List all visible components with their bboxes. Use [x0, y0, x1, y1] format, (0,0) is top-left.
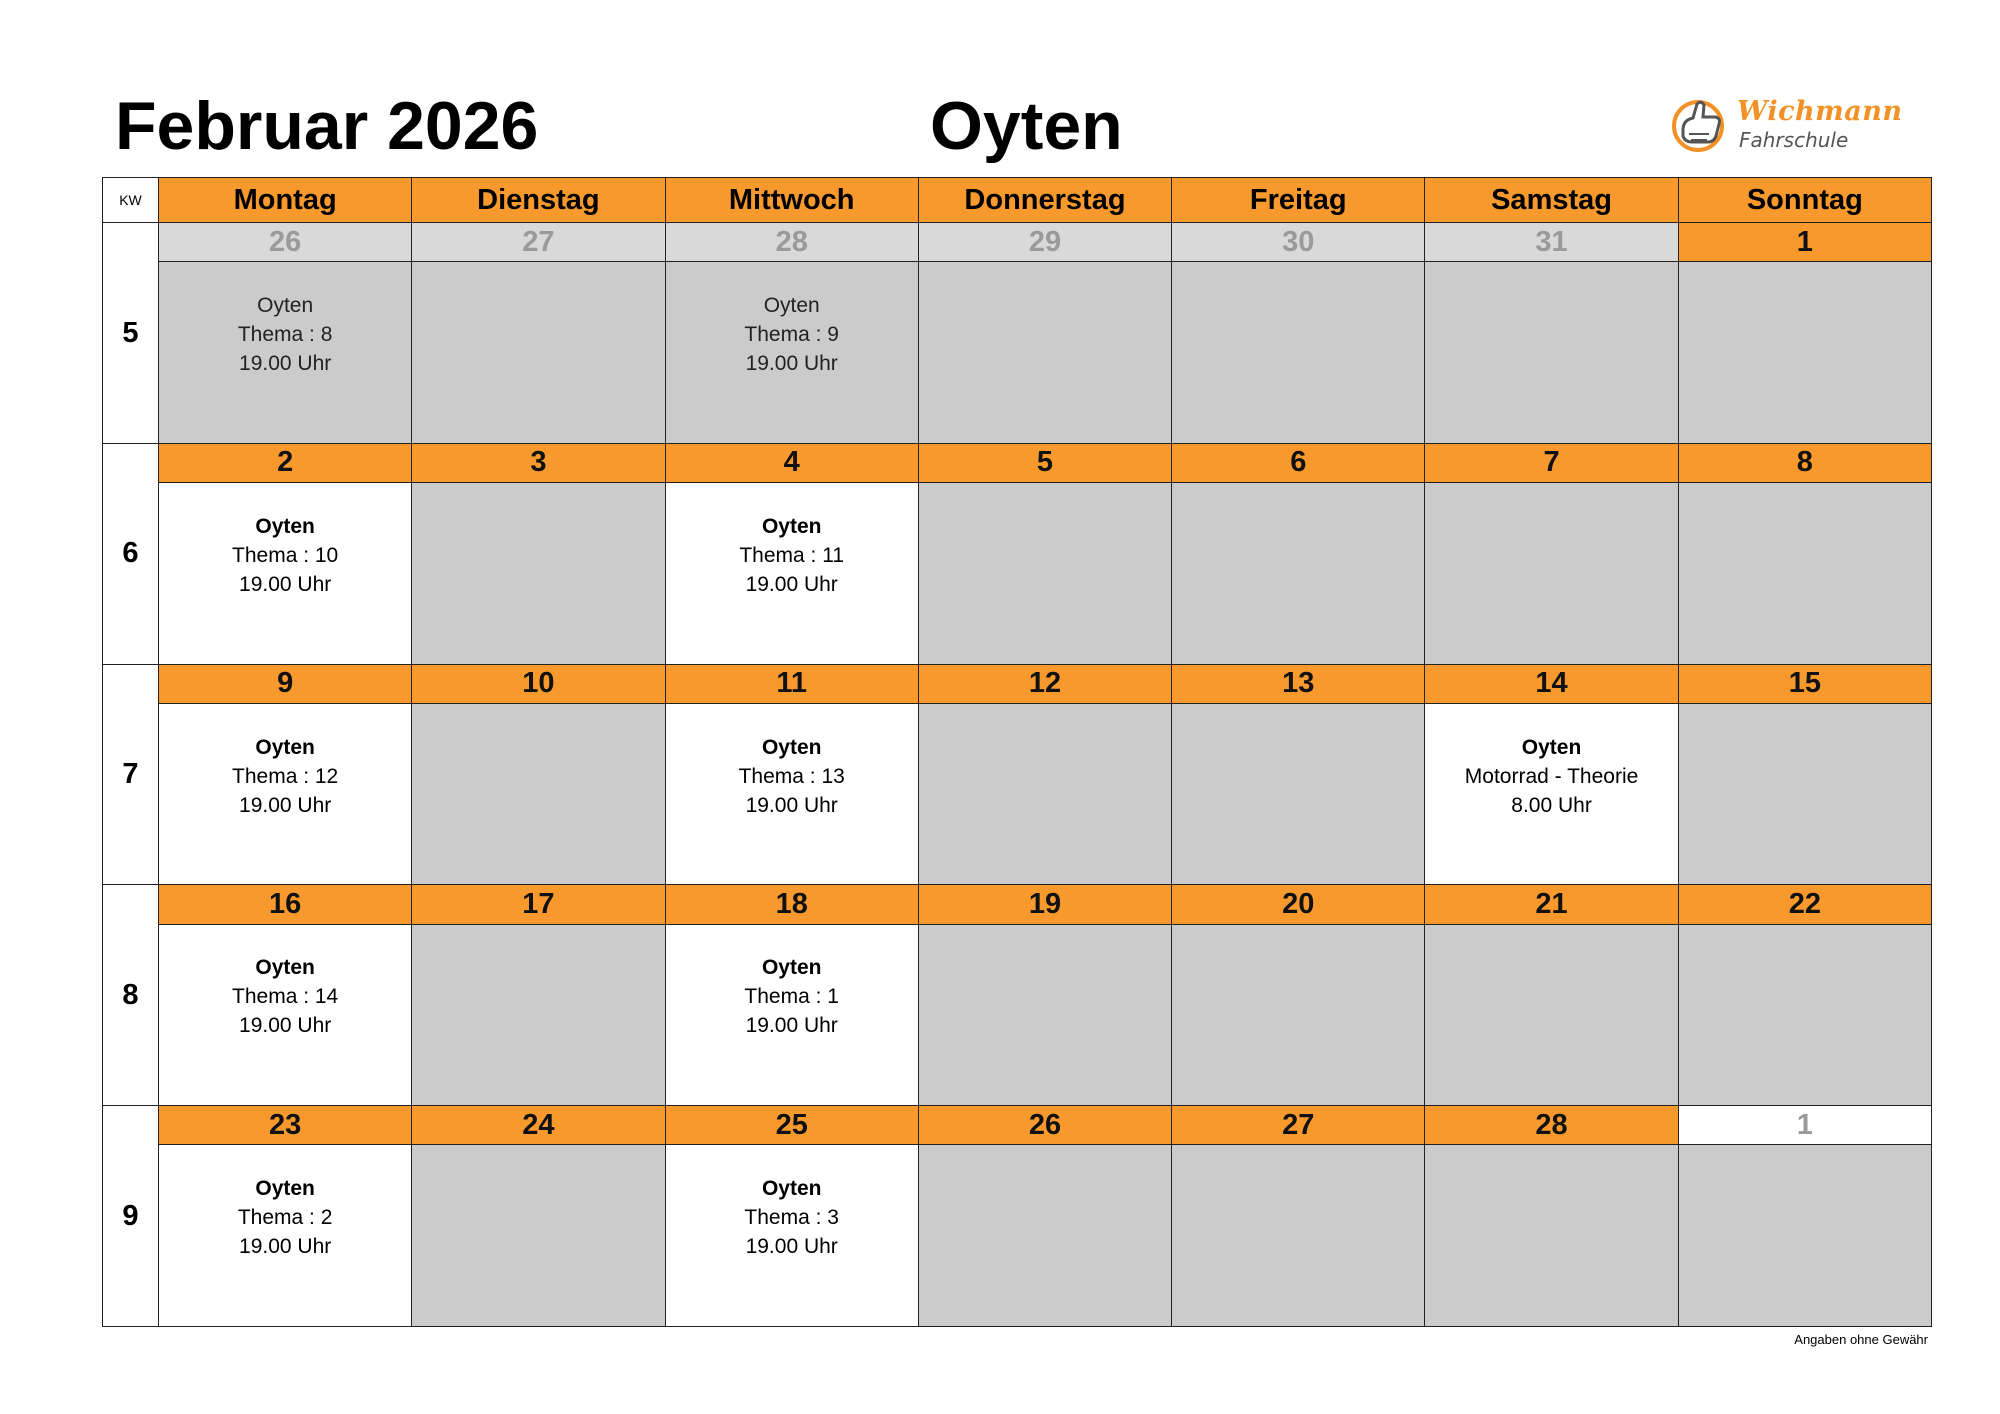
event-title: Oyten — [255, 514, 315, 538]
day-cell — [412, 703, 665, 885]
event-entry — [666, 291, 918, 378]
event-topic: Motorrad - Theorie — [1464, 764, 1639, 788]
week-number: 9 — [103, 1106, 159, 1327]
day-cell — [1678, 262, 1931, 444]
event-entry — [159, 953, 411, 1040]
day-cell — [918, 703, 1171, 885]
week-number: 6 — [103, 443, 159, 664]
weekday-tuesday: Dienstag — [412, 178, 665, 223]
week-number: 7 — [103, 664, 159, 885]
weekday-friday: Freitag — [1172, 178, 1425, 223]
date-cell: 22 — [1678, 885, 1931, 924]
day-cell — [412, 1145, 665, 1327]
event-topic: Thema : 10 — [232, 543, 339, 567]
day-cell — [918, 262, 1171, 444]
day-content-row — [103, 483, 1932, 665]
date-cell: 17 — [412, 885, 665, 924]
day-content-row — [103, 262, 1932, 444]
day-cell — [1172, 262, 1425, 444]
date-cell: 11 — [665, 664, 918, 703]
day-cell — [665, 262, 918, 444]
event-time: 19.00 Uhr — [745, 793, 838, 817]
date-cell: 9 — [159, 664, 412, 703]
date-row — [103, 1106, 1932, 1145]
event-topic: Thema : 3 — [744, 1206, 839, 1230]
event-title: Oyten — [761, 956, 822, 980]
day-cell — [665, 1145, 918, 1327]
date-cell: 1 — [1678, 1106, 1931, 1145]
event-title: Oyten — [255, 956, 315, 980]
date-cell: 7 — [1425, 443, 1678, 482]
day-cell — [1172, 1145, 1425, 1327]
date-cell: 26 — [918, 1106, 1171, 1145]
day-cell — [1425, 483, 1678, 665]
event-time: 19.00 Uhr — [745, 352, 838, 376]
weekday-monday: Montag — [159, 178, 412, 223]
date-cell: 26 — [159, 223, 412, 262]
date-row — [103, 664, 1932, 703]
date-cell: 20 — [1172, 885, 1425, 924]
date-cell: 30 — [1172, 223, 1425, 262]
disclaimer-note: Angaben ohne Gewähr — [1794, 1332, 1928, 1347]
event-entry — [159, 291, 411, 378]
event-time: 8.00 Uhr — [1511, 793, 1592, 817]
event-time: 19.00 Uhr — [745, 1235, 838, 1259]
day-cell — [918, 1145, 1171, 1327]
date-row — [103, 443, 1932, 482]
day-cell — [159, 483, 412, 665]
date-cell: 19 — [918, 885, 1171, 924]
event-topic: Thema : 12 — [232, 764, 339, 788]
date-cell: 21 — [1425, 885, 1678, 924]
event-title: Oyten — [761, 1177, 822, 1201]
event-entry — [666, 733, 918, 820]
event-entry — [666, 512, 918, 599]
date-row — [103, 885, 1932, 924]
day-content-row — [103, 703, 1932, 885]
day-cell — [665, 483, 918, 665]
day-cell — [1678, 703, 1931, 885]
event-topic: Thema : 13 — [738, 764, 845, 788]
day-cell — [1425, 1145, 1678, 1327]
day-content-row — [103, 1145, 1932, 1327]
date-cell: 28 — [665, 223, 918, 262]
date-cell: 23 — [159, 1106, 412, 1145]
event-topic: Thema : 11 — [739, 543, 845, 567]
event-entry — [159, 512, 411, 599]
day-cell — [159, 1145, 412, 1327]
date-cell: 25 — [665, 1106, 918, 1145]
event-entry — [159, 733, 411, 820]
day-cell — [412, 483, 665, 665]
day-cell — [1172, 924, 1425, 1106]
weekday-header-row — [103, 178, 1932, 223]
date-cell: 27 — [1172, 1106, 1425, 1145]
event-title: Oyten — [761, 514, 822, 538]
month-title: Februar 2026 — [115, 88, 539, 164]
event-title: Oyten — [763, 294, 820, 318]
day-cell — [1172, 483, 1425, 665]
day-cell — [665, 703, 918, 885]
date-cell: 1 — [1678, 223, 1931, 262]
logo-subtitle: Fahrschule — [1739, 128, 1849, 152]
day-cell — [159, 262, 412, 444]
event-topic: Thema : 14 — [232, 985, 339, 1009]
date-cell: 18 — [665, 885, 918, 924]
event-entry — [1425, 733, 1677, 820]
date-cell: 10 — [412, 664, 665, 703]
date-cell: 29 — [918, 223, 1171, 262]
date-cell: 31 — [1425, 223, 1678, 262]
day-cell — [1425, 924, 1678, 1106]
day-cell — [1172, 703, 1425, 885]
event-topic: Thema : 1 — [744, 985, 839, 1009]
logo-name: Wichmann — [1737, 96, 1903, 127]
event-title: Oyten — [257, 294, 314, 318]
date-cell: 12 — [918, 664, 1171, 703]
day-content-row — [103, 924, 1932, 1106]
day-cell — [1425, 262, 1678, 444]
weekday-thursday: Donnerstag — [918, 178, 1171, 223]
event-time: 19.00 Uhr — [239, 1014, 332, 1038]
date-cell: 8 — [1678, 443, 1931, 482]
date-cell: 28 — [1425, 1106, 1678, 1145]
day-cell — [159, 924, 412, 1106]
event-entry — [159, 1174, 411, 1261]
event-time: 19.00 Uhr — [239, 572, 332, 596]
fahrschule-logo — [1665, 88, 1920, 160]
day-cell — [1425, 703, 1678, 885]
date-cell: 5 — [918, 443, 1171, 482]
date-cell: 24 — [412, 1106, 665, 1145]
event-time: 19.00 Uhr — [239, 793, 332, 817]
date-cell: 4 — [665, 443, 918, 482]
event-entry — [666, 1174, 918, 1261]
event-time: 19.00 Uhr — [239, 352, 332, 376]
calendar-grid — [102, 177, 1932, 1327]
event-topic: Thema : 2 — [237, 1206, 333, 1230]
weekday-wednesday: Mittwoch — [665, 178, 918, 223]
event-title: Oyten — [255, 735, 315, 759]
date-cell: 2 — [159, 443, 412, 482]
weekday-saturday: Samstag — [1425, 178, 1678, 223]
week-number: 8 — [103, 885, 159, 1106]
date-row — [103, 223, 1932, 262]
day-cell — [1678, 924, 1931, 1106]
date-cell: 13 — [1172, 664, 1425, 703]
location-title: Oyten — [930, 88, 1123, 164]
event-entry — [666, 953, 918, 1040]
event-title: Oyten — [761, 735, 822, 759]
day-cell — [918, 924, 1171, 1106]
event-time: 19.00 Uhr — [239, 1235, 332, 1259]
event-topic: Thema : 9 — [744, 323, 839, 347]
day-cell — [159, 703, 412, 885]
weekday-sunday: Sonntag — [1678, 178, 1931, 223]
date-cell: 3 — [412, 443, 665, 482]
day-cell — [412, 262, 665, 444]
date-cell: 27 — [412, 223, 665, 262]
day-cell — [1678, 1145, 1931, 1327]
day-cell — [412, 924, 665, 1106]
event-time: 19.00 Uhr — [745, 572, 838, 596]
day-cell — [918, 483, 1171, 665]
thumbs-up-icon — [1665, 90, 1731, 156]
week-number: 5 — [103, 223, 159, 444]
day-cell — [665, 924, 918, 1106]
event-time: 19.00 Uhr — [745, 1014, 838, 1038]
event-topic: Thema : 8 — [237, 323, 333, 347]
kw-header: KW — [103, 178, 159, 223]
date-cell: 14 — [1425, 664, 1678, 703]
event-title: Oyten — [1521, 735, 1582, 759]
date-cell: 6 — [1172, 443, 1425, 482]
event-title: Oyten — [255, 1177, 315, 1201]
date-cell: 16 — [159, 885, 412, 924]
date-cell: 15 — [1678, 664, 1931, 703]
day-cell — [1678, 483, 1931, 665]
